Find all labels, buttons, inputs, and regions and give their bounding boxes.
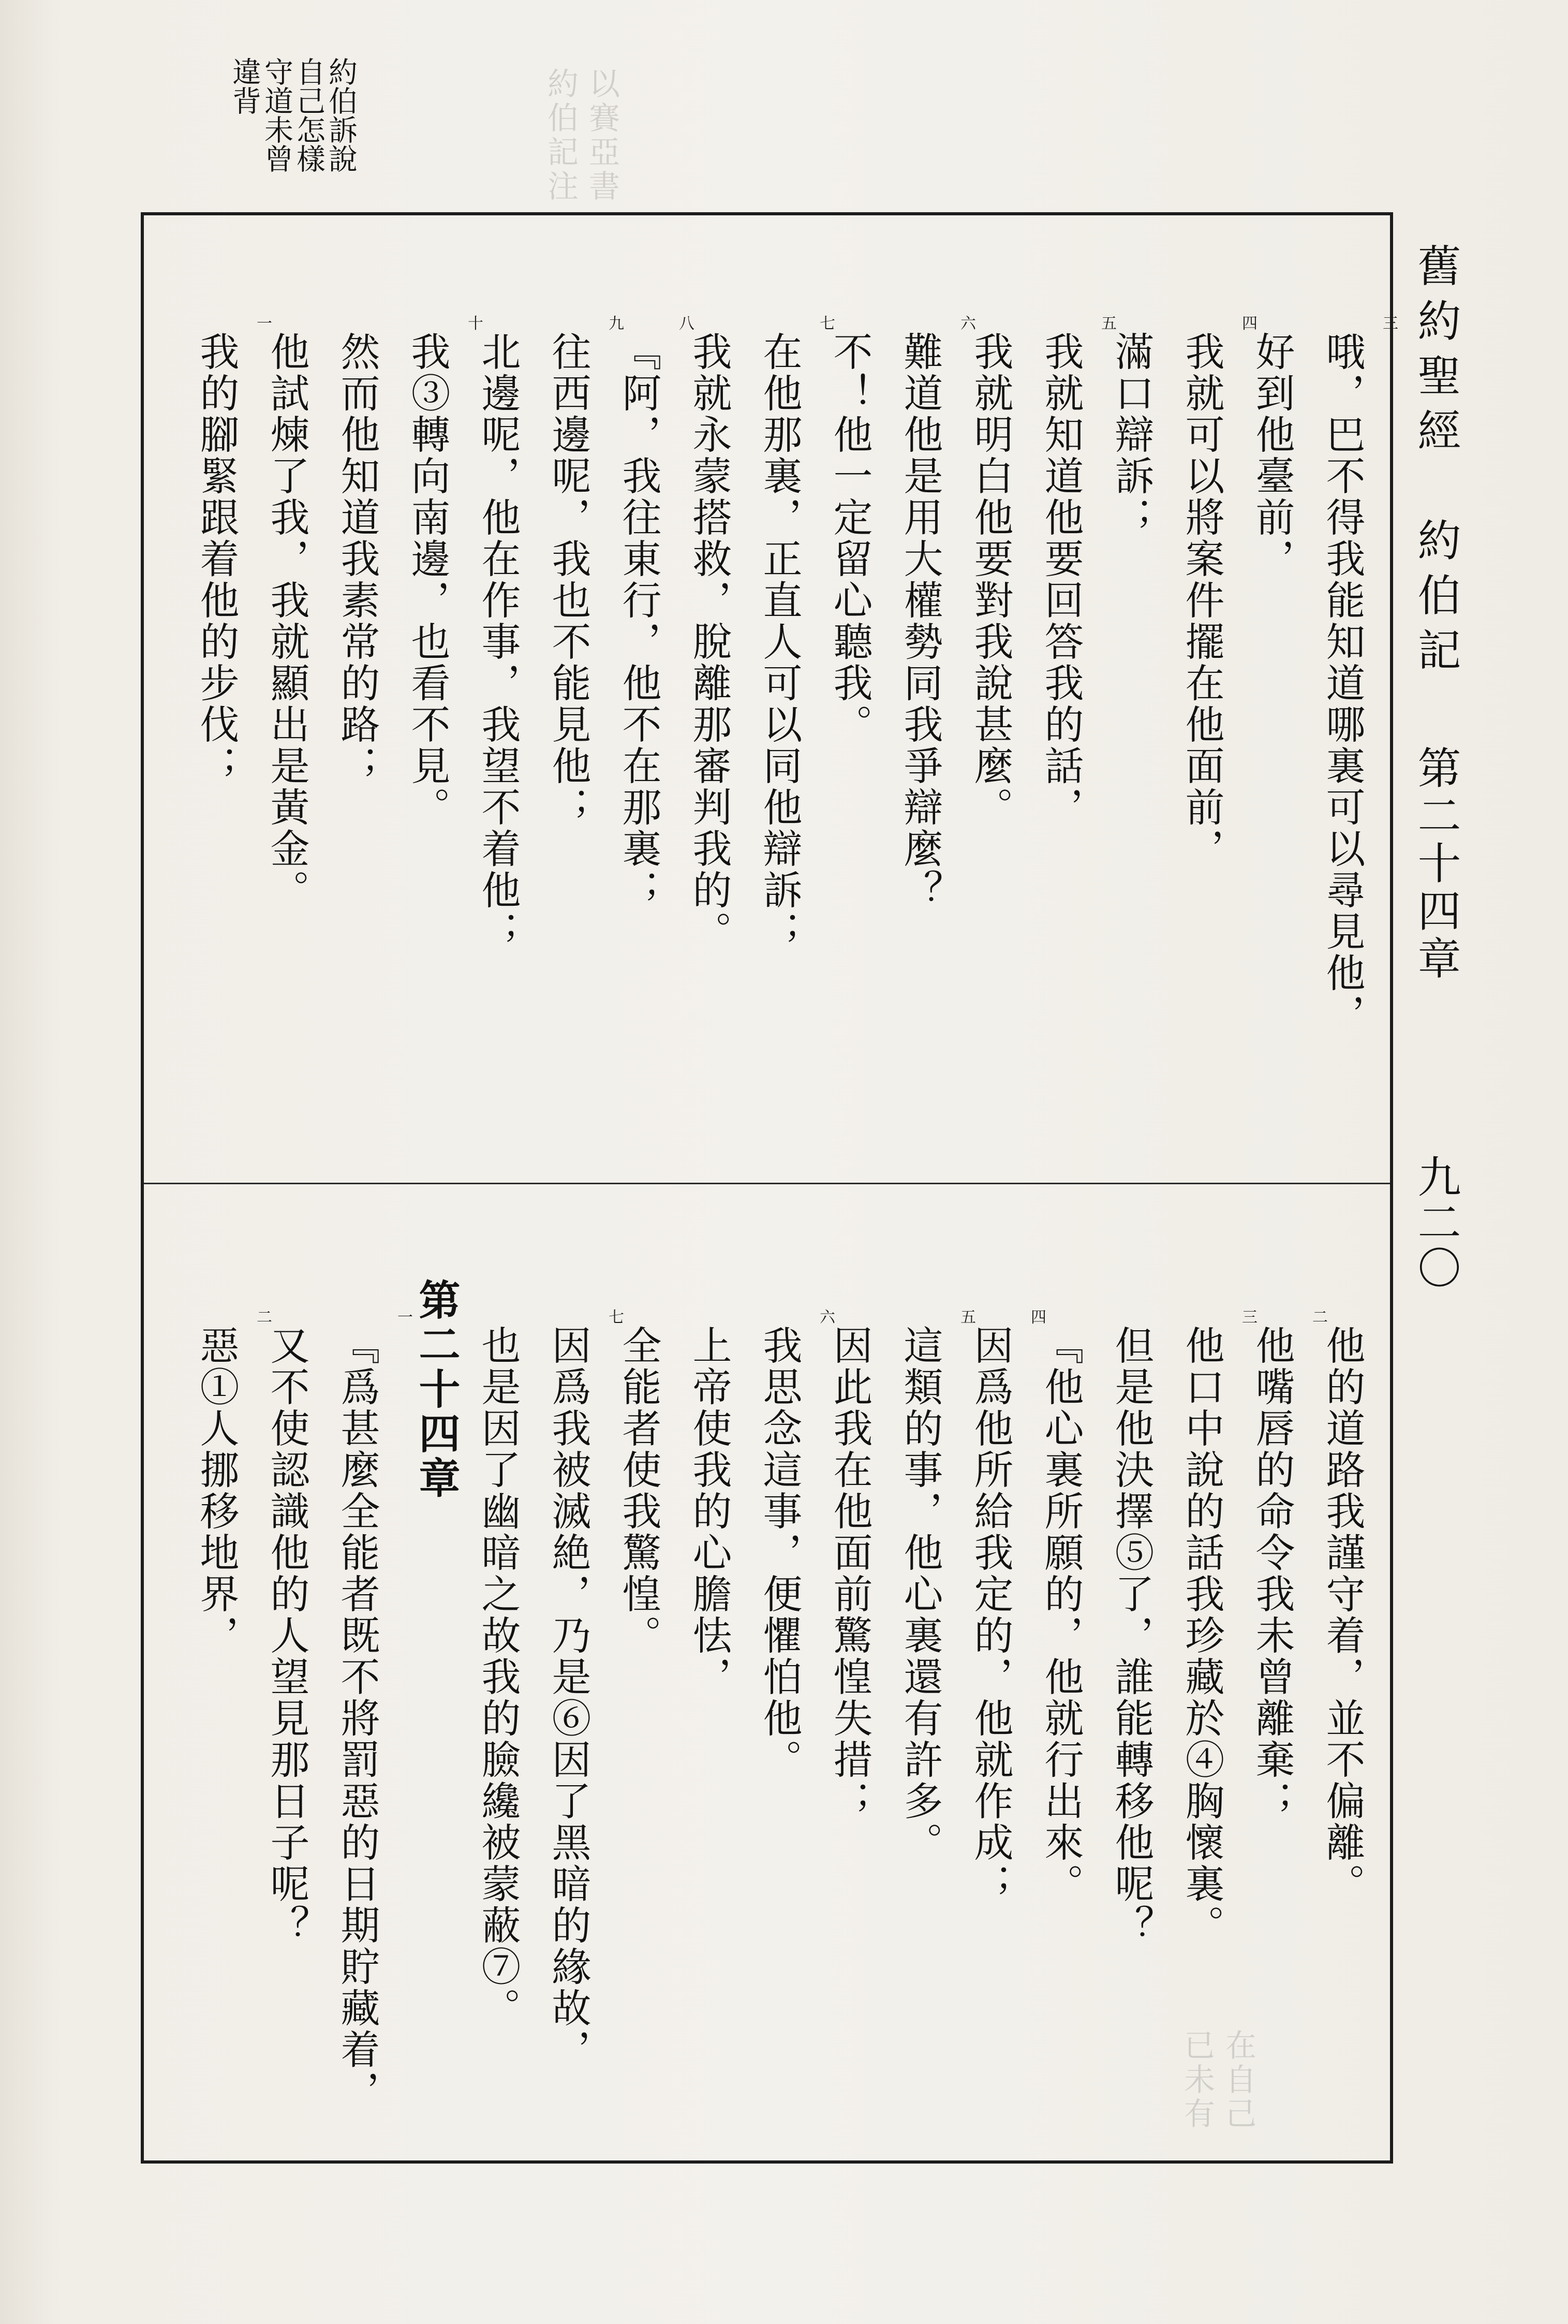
verse-number: 三 bbox=[1242, 1308, 1258, 1327]
verse-line: 滿口辯訴； bbox=[1108, 331, 1155, 538]
verse-number: 三 bbox=[1383, 315, 1398, 333]
verse-line: 『阿，我往東行，他不在那裏； bbox=[616, 331, 662, 911]
verse-line: 我就永蒙搭救，脫離那審判我的。 bbox=[686, 331, 732, 952]
page-number: 九二〇 bbox=[1411, 1154, 1461, 1291]
verse-number: 一 bbox=[257, 315, 272, 333]
book-title: 舊約聖經 約伯記 bbox=[1411, 243, 1461, 682]
verse-line: 因此我在他面前驚惶失措； bbox=[827, 1325, 873, 1822]
verse-number: 五 bbox=[1101, 315, 1117, 333]
verse-line: 因爲他所給我定的，他就作成； bbox=[968, 1325, 1014, 1905]
bleed-through-text: 已未有 bbox=[1179, 2029, 1215, 2131]
verse-number: 七 bbox=[609, 1308, 624, 1327]
verse-line: 我的腳緊跟着他的步伐； bbox=[194, 331, 240, 787]
verse-line: 不！他一定留心聽我。 bbox=[827, 331, 873, 745]
verse-line: 他的道路我謹守着，並不偏離。 bbox=[1320, 1325, 1366, 1905]
verse-line: 我思念這事，便懼怕他。 bbox=[757, 1325, 803, 1781]
verse-line: 『他心裏所願的，他就行出來。 bbox=[1038, 1325, 1084, 1905]
verse-line: 『爲甚麼全能者既不將罰惡的日期貯藏着， bbox=[334, 1325, 380, 2112]
verse-line: 上帝使我的心膽怯， bbox=[686, 1325, 732, 1698]
verse-line: 他嘴唇的命令我未曾離棄； bbox=[1249, 1325, 1295, 1822]
verse-number: 一 bbox=[397, 1308, 413, 1327]
verse-line: 我就可以將案件擺在他面前， bbox=[1179, 331, 1225, 870]
bleed-through-text: 以賽亞書 bbox=[584, 67, 620, 204]
verse-number: 二 bbox=[257, 1308, 272, 1327]
verse-line: 我就知道他要回答我的話， bbox=[1038, 331, 1084, 828]
verse-number: 二 bbox=[1312, 1308, 1328, 1327]
section-divider bbox=[144, 1183, 1390, 1184]
verse-line: 好到他臺前， bbox=[1249, 331, 1295, 580]
verse-line: 難道他是用大權勢同我爭辯麼？ bbox=[897, 331, 943, 911]
gloss-line: 約伯訴說 bbox=[324, 57, 358, 173]
verse-line: 這類的事，他心裏還有許多。 bbox=[897, 1325, 943, 1863]
verse-line: 哦，巴不得我能知道哪裏可以尋見他， bbox=[1320, 331, 1366, 1035]
verse-number: 十 bbox=[468, 315, 483, 333]
verse-line: 惡①人挪移地界， bbox=[194, 1325, 240, 1656]
verse-number: 六 bbox=[820, 1308, 835, 1327]
verse-line: 他試煉了我，我就顯出是黃金。 bbox=[264, 331, 310, 911]
verse-number: 九 bbox=[609, 315, 624, 333]
gloss-line: 自己怎樣 bbox=[292, 57, 326, 173]
verse-line: 往西邊呢，我也不能見他； bbox=[545, 331, 591, 828]
verse-number: 六 bbox=[960, 315, 976, 333]
verse-line: 也是因了幽暗之故我的臉纔被蒙蔽⑦。 bbox=[475, 1325, 521, 2029]
bleed-through-text: 在自己 bbox=[1220, 2029, 1256, 2131]
verse-line: 我③轉向南邊，也看不見。 bbox=[405, 331, 451, 828]
verse-line: 北邊呢，他在作事，我望不着他； bbox=[475, 331, 521, 952]
bleed-through-text: 約伯記注 bbox=[542, 67, 579, 204]
verse-number: 七 bbox=[820, 315, 835, 333]
verse-line: 又不使認識他的人望見那日子呢？ bbox=[264, 1325, 310, 1946]
verse-line: 我就明白他要對我說甚麼。 bbox=[968, 331, 1014, 828]
verse-number: 五 bbox=[960, 1308, 976, 1327]
chapter-heading: 第二十四章 bbox=[412, 1278, 461, 1501]
verse-number: 八 bbox=[679, 315, 694, 333]
verse-line: 在他那裏，正直人可以同他辯訴； bbox=[757, 331, 803, 952]
chapter-header: 第二十四章 bbox=[1411, 745, 1461, 983]
verse-line: 全能者使我驚惶。 bbox=[616, 1325, 662, 1656]
verse-number: 四 bbox=[1031, 1308, 1046, 1327]
verse-number: 四 bbox=[1242, 315, 1258, 333]
verse-line: 但是他決擇⑤了，誰能轉移他呢？ bbox=[1108, 1325, 1155, 1946]
gloss-line: 守道未曾 bbox=[260, 57, 293, 173]
gloss-line: 違背 bbox=[228, 57, 261, 115]
verse-line: 然而他知道我素常的路； bbox=[334, 331, 380, 787]
verse-line: 因爲我被滅絶，乃是⑥因了黑暗的緣故， bbox=[545, 1325, 591, 2070]
verse-line: 他口中說的話我珍藏於④胸懷裏。 bbox=[1179, 1325, 1225, 1946]
